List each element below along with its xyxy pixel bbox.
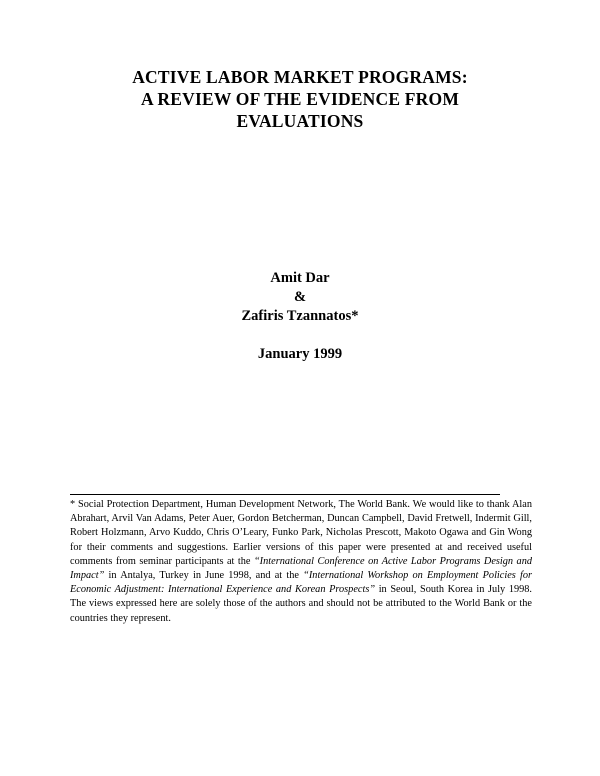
workshop-title: “International Workshop on Employment Policies for Economic Adjustment: International Experience and Korean Prospects” <box>70 570 533 596</box>
author-block <box>0 269 600 326</box>
author-name: Amit Dar <box>270 270 330 286</box>
author-separator: & <box>293 289 307 305</box>
author-name: Zafiris Tzannatos* <box>241 308 359 324</box>
footnote-text: * Social Protection Department, Human Development Network, The World Bank. We would like to thank Alan Abrahart, Arvil Van Adams, Peter Auer, Gordon Betcherman, Duncan Campbell, David Fretwell, Indermit Gill, Robert Holzmann, Arvo Kuddo, Chris O’Leary, Funko Park, Nicholas Prescott, Makoto Ogawa and Gin Wong for their comments and suggestions. Earlier versions of this paper were presented at and received useful comments from seminar participants at the <box>70 499 532 567</box>
title-line-3: EVALUATIONS <box>236 111 364 131</box>
paper-title <box>0 66 600 132</box>
footnote <box>70 498 532 626</box>
footnote-paragraph <box>70 498 532 626</box>
title-line-1: ACTIVE LABOR MARKET PROGRAMS: <box>132 67 468 87</box>
footnote-text: in Seoul, South Korea in July 1998. The views expressed here are solely those of the authors and should not be attributed to the World Bank or the countries they represent. <box>70 584 533 624</box>
publication-date: January 1999 <box>257 346 343 362</box>
footnote-divider <box>70 494 500 495</box>
title-line-2: A REVIEW OF THE EVIDENCE FROM <box>140 89 460 109</box>
footnote-text: in Antalya, Turkey in June 1998, and at the <box>108 570 299 582</box>
conference-title: “International Conference on Active Labor Programs Design and Impact” <box>70 555 532 582</box>
